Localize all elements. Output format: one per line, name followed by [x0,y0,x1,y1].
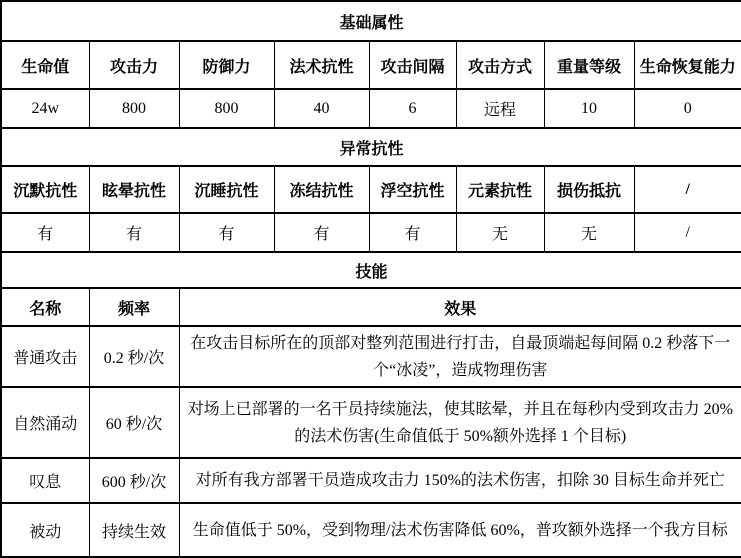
skill-effect: 生命值低于 50%，受到物理/法术伤害降低 60%，普攻额外选择一个我方目标 [179,503,741,557]
basic-value-def: 800 [179,89,274,128]
skill-row-sigh [1,458,741,503]
resist-value-stun: 有 [89,213,179,252]
skills-header-name: 名称 [1,288,89,326]
basic-header-atk: 攻击力 [89,41,179,89]
basic-header-attack-type: 攻击方式 [456,41,544,89]
basic-header-row [1,41,741,89]
skills-header-effect: 效果 [179,288,741,326]
basic-header-interval: 攻击间隔 [369,41,456,89]
skill-name: 普通攻击 [1,326,89,387]
resist-header-levitate: 浮空抗性 [369,166,456,213]
basic-value-row [1,89,741,128]
resist-header-stun: 眩晕抗性 [89,166,179,213]
resist-header-damage-reduction: 损伤抵抗 [544,166,634,213]
basic-value-interval: 6 [369,89,456,128]
resist-header-element: 元素抗性 [456,166,544,213]
basic-value-weight: 10 [544,89,634,128]
section-title-resist: 异常抗性 [1,128,741,166]
skill-frequency: 60 秒/次 [89,387,179,458]
skill-name: 叹息 [1,458,89,503]
basic-header-def: 防御力 [179,41,274,89]
skill-row-normal-attack [1,326,741,387]
resist-header-sleep: 沉睡抗性 [179,166,274,213]
basic-value-hp-regen: 0 [634,89,741,128]
resist-header-slash: / [634,166,741,213]
skill-effect: 对所有我方部署干员造成攻击力 150%的法术伤害，扣除 30 目标生命并死亡 [179,458,741,503]
resist-value-silence: 有 [1,213,89,252]
skills-header-frequency: 频率 [89,288,179,326]
resist-value-sleep: 有 [179,213,274,252]
skill-effect: 对场上已部署的一名干员持续施法，使其眩晕，并且在每秒内受到攻击力 20%的法术伤害(生命值低于 50%额外选择 1 个目标) [179,387,741,458]
skill-effect: 在攻击目标所在的顶部对整列范围进行打击，自最顶端起每间隔 0.2 秒落下一个“冰凌”，造成物理伤害 [179,326,741,387]
section-title-basic: 基础属性 [1,1,741,41]
resist-value-levitate: 有 [369,213,456,252]
skill-frequency: 持续生效 [89,503,179,557]
skill-frequency: 600 秒/次 [89,458,179,503]
skills-header-row [1,288,741,326]
section-skills-title-row [1,252,741,288]
skill-row-passive [1,503,741,557]
resist-header-row [1,166,741,213]
resist-header-silence: 沉默抗性 [1,166,89,213]
basic-header-weight: 重量等级 [544,41,634,89]
basic-header-hp-regen: 生命恢复能力 [634,41,741,89]
basic-header-res: 法术抗性 [274,41,369,89]
skill-row-natural-surge [1,387,741,458]
skill-name: 自然涌动 [1,387,89,458]
skill-name: 被动 [1,503,89,557]
resist-value-element: 无 [456,213,544,252]
section-basic-title-row [1,1,741,41]
skill-frequency: 0.2 秒/次 [89,326,179,387]
basic-value-hp: 24w [1,89,89,128]
basic-value-attack-type: 远程 [456,89,544,128]
resist-value-freeze: 有 [274,213,369,252]
resist-header-freeze: 冻结抗性 [274,166,369,213]
resist-value-damage-reduction: 无 [544,213,634,252]
resist-value-slash: / [634,213,741,252]
section-title-skills: 技能 [1,252,741,288]
basic-value-atk: 800 [89,89,179,128]
section-resist-title-row [1,128,741,166]
resist-value-row [1,213,741,252]
basic-value-res: 40 [274,89,369,128]
basic-header-hp: 生命值 [1,41,89,89]
